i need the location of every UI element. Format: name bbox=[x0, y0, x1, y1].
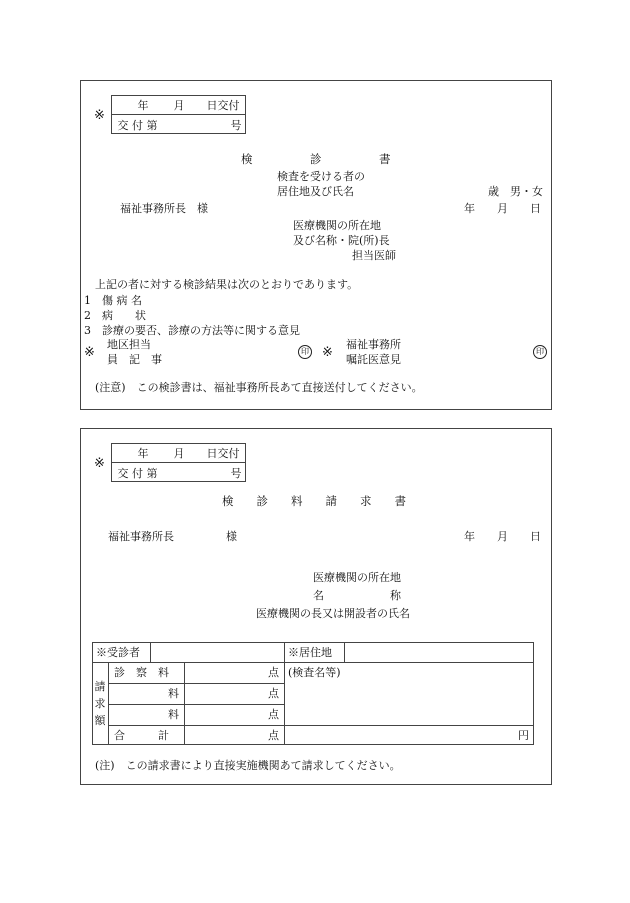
form2-sama: 様 bbox=[226, 530, 237, 543]
office-1: 福祉事務所 bbox=[346, 338, 401, 351]
issue-month: 月 bbox=[173, 98, 185, 112]
institution-3: 担当医師 bbox=[352, 249, 396, 262]
form2-mark: ※ bbox=[94, 456, 105, 471]
form1-note: (注意) この検診書は、福祉事務所長あて直接送付してください。 bbox=[95, 381, 423, 394]
institution-2: 及び名称・院(所)長 bbox=[293, 234, 390, 247]
subject-label-2: 居住地及び氏名 bbox=[277, 185, 354, 198]
claim-label: 請求額 bbox=[94, 680, 106, 727]
item-condition: 2 病 状 bbox=[84, 309, 146, 322]
patient-label: ※受診者 bbox=[96, 646, 140, 659]
total-unit: 点 bbox=[268, 729, 279, 742]
district-2: 員 記 事 bbox=[107, 353, 162, 366]
claim-table bbox=[92, 642, 534, 745]
residence-label: ※居住地 bbox=[288, 646, 332, 659]
age-sex: 歳 男・女 bbox=[488, 185, 543, 198]
total-label: 合 計 bbox=[114, 729, 169, 742]
seal-stamp-2: 印 bbox=[533, 345, 547, 359]
form2-institution-2: 名 称 bbox=[313, 589, 401, 602]
issue-day: 日交付 bbox=[206, 98, 240, 112]
form2-institution-3: 医療機関の長又は開設者の氏名 bbox=[256, 607, 410, 620]
form1-title: 検 診 書 bbox=[241, 152, 391, 166]
issue-number-suffix: 号 bbox=[230, 118, 242, 132]
form2-date: 年 月 日 bbox=[464, 530, 541, 543]
issue2-day: 日交付 bbox=[206, 446, 240, 460]
subject-label-1: 検査を受ける者の bbox=[277, 170, 365, 183]
statement: 上記の者に対する検診結果は次のとおりであります。 bbox=[95, 278, 359, 291]
issue2-number-label: 交 付 第 bbox=[117, 466, 158, 480]
form2-institution-1: 医療機関の所在地 bbox=[313, 571, 401, 584]
issue2-year: 年 bbox=[137, 446, 149, 460]
form1-date: 年 月 日 bbox=[464, 202, 541, 215]
issue2-month: 月 bbox=[173, 446, 185, 460]
form1-mark-3: ※ bbox=[322, 345, 333, 360]
fee-row-2-name: 料 bbox=[168, 687, 179, 700]
exam-name-label: (検査名等) bbox=[288, 666, 341, 679]
form1-addressee: 福祉事務所長 様 bbox=[120, 202, 208, 215]
form2-title: 検 診 料 請 求 書 bbox=[222, 494, 406, 508]
issue-number-label: 交 付 第 bbox=[117, 118, 158, 132]
district-1: 地区担当 bbox=[107, 338, 151, 351]
issue2-number-suffix: 号 bbox=[230, 466, 242, 480]
yen-label: 円 bbox=[518, 729, 529, 742]
seal-stamp-1: 印 bbox=[298, 345, 312, 359]
item-diagnosis: 1 傷 病 名 bbox=[84, 294, 142, 307]
institution-1: 医療機関の所在地 bbox=[293, 219, 381, 232]
fee-row-3-name: 料 bbox=[168, 708, 179, 721]
form1-mark: ※ bbox=[94, 108, 105, 123]
fee-row-2-unit: 点 bbox=[268, 687, 279, 700]
form1-issue-table bbox=[111, 95, 246, 134]
office-2: 嘱託医意見 bbox=[346, 353, 401, 366]
issue-year: 年 bbox=[137, 98, 149, 112]
form2-note: (注) この請求書により直接実施機関あて請求してください。 bbox=[95, 759, 401, 772]
form2-addressee: 福祉事務所長 bbox=[108, 530, 174, 543]
fee-row-1-unit: 点 bbox=[268, 666, 279, 679]
form2-issue-table bbox=[111, 443, 246, 482]
item-opinion: 3 診療の要否、診療の方法等に関する意見 bbox=[84, 324, 300, 337]
fee-row-3-unit: 点 bbox=[268, 708, 279, 721]
form1-mark-2: ※ bbox=[84, 345, 95, 360]
fee-row-1-name: 診 察 料 bbox=[114, 666, 169, 679]
